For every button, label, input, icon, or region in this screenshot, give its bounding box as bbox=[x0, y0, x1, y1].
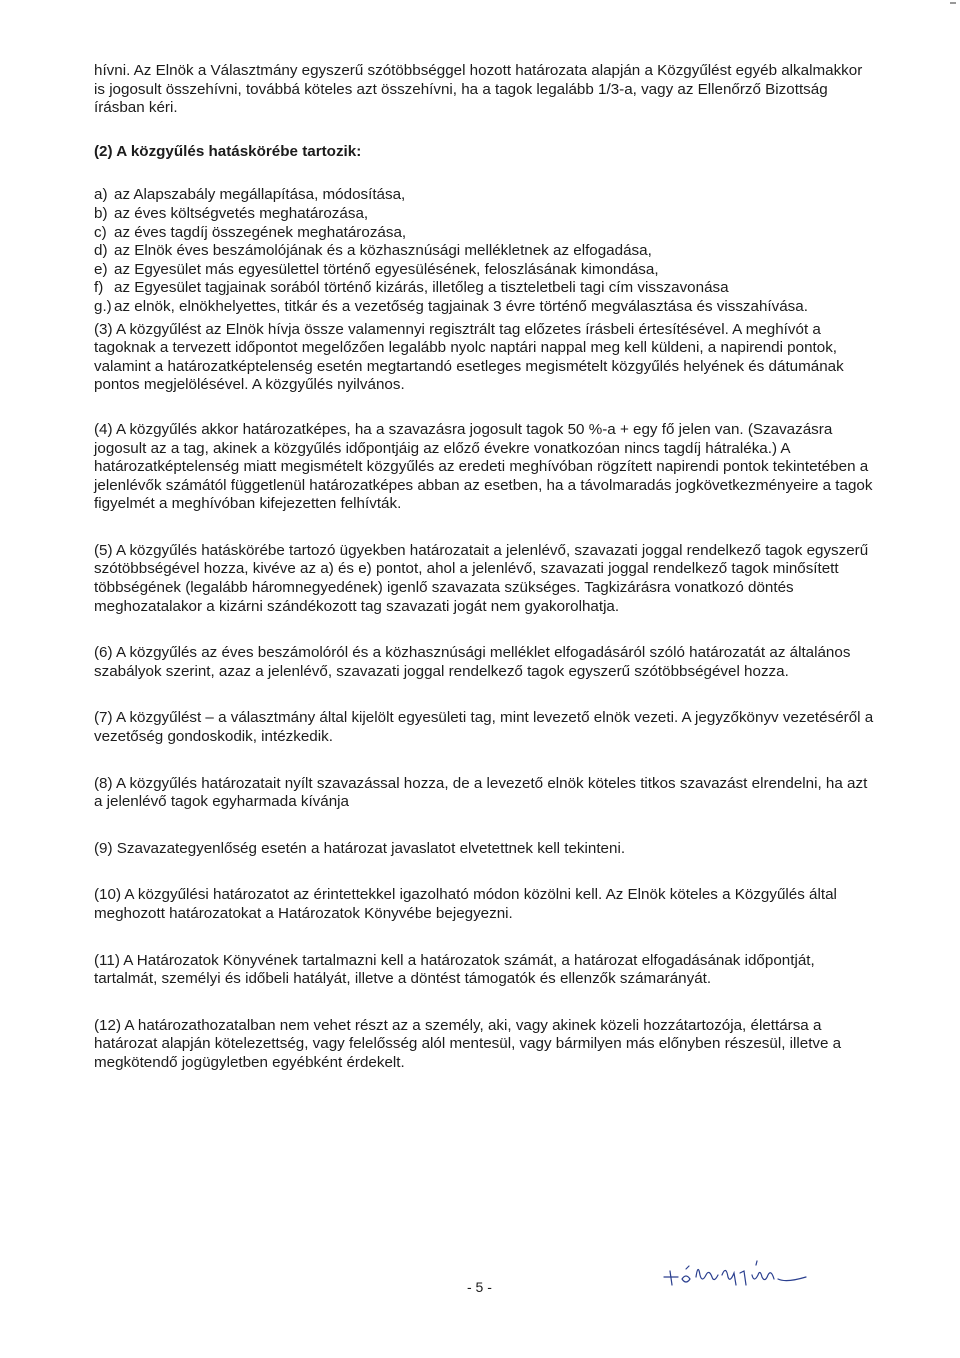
section-2-list bbox=[94, 186, 874, 316]
section-8-paragraph: (8) A közgyűlés határozatait nyílt szavazással hozza, de a levezető elnök köteles titkos szavazást elrendelni, ha azt a jelenlévő tagok egyharmada kívánja bbox=[94, 774, 868, 811]
list-marker: g.) bbox=[94, 297, 112, 315]
list-marker: f) bbox=[94, 279, 104, 297]
section-2-heading: (2) A közgyűlés hatáskörébe tartozik: bbox=[94, 142, 362, 160]
section-7-paragraph: (7) A közgyűlést – a választmány által kijelölt egyesületi tag, mint levezető elnök vezeti. A jegyzőkönyv vezetéséről a vezetőség gondoskodik, intézkedik. bbox=[94, 709, 874, 746]
section-2-item bbox=[94, 279, 874, 298]
list-text: az Elnök éves beszámolójának és a közhasznúsági mellékletnek az elfogadása, bbox=[114, 242, 652, 260]
section-2-item bbox=[94, 205, 874, 224]
list-marker: c) bbox=[94, 223, 107, 241]
list-text: az Egyesület tagjainak sorából történő kizárás, illetőleg a tiszteletbeli tagi cím visszavonása bbox=[114, 279, 729, 297]
section-12-paragraph: (12) A határozathozatalban nem vehet részt az a személy, aki, vagy akinek közeli hozzátartozója, élettársa a határozat alapján kötelezettség, vagy felelősség alól mentesül, vagy bármilyen más előnyben részesül, illetve a megkötendő jogügyletben egyébként érdekelt. bbox=[94, 1016, 842, 1071]
list-marker: d) bbox=[94, 242, 108, 260]
section-6-paragraph: (6) A közgyűlés az éves beszámolóról és a közhasznúsági melléklet elfogadásáról szóló határozatát az általános szabályok szerint, azaz a jelenlévő, szavazati joggal rendelkező tagok egyszerű szótöbbségével hozza. bbox=[94, 644, 851, 680]
section-4-paragraph: (4) A közgyűlés akkor határozatképes, ha a szavazásra jogosult tagok 50 %-a + egy fő jelen van. (Szavazásra jogosult az a tag, akinek a közgyűlés időpontjáig az előző évekre vonatkozóan nincs tagdíj hátraléka.) A határozatképtelenség miatt megismételt közgyűlés az eredeti meghívóban rögzített napirendi pontok tekintetében a jelenlévők számától függetlenül határozatképes abban az esetben, ha a távolmaradás jogkövetkezményeire a tagok figyelmét a meghívóban kifejezetten felhívták. bbox=[94, 420, 873, 513]
list-text: az Egyesület más egyesülettel történő egyesülésének, feloszlásának kimondása, bbox=[114, 260, 659, 278]
document-page bbox=[94, 62, 874, 1073]
list-text: az éves tagdíj összegének meghatározása, bbox=[114, 223, 407, 241]
corner-mark bbox=[950, 2, 956, 4]
section-2-item bbox=[94, 242, 874, 261]
signature-scribble bbox=[660, 1255, 810, 1291]
list-marker: b) bbox=[94, 204, 108, 222]
section-11-paragraph: (11) A Határozatok Könyvének tartalmazni kell a határozatok számát, a határozat elfogadásának időpontját, tartalmát, személyi és időbeli hatályát, illetve a döntést támogatók és ellenzők számarányát. bbox=[94, 951, 815, 988]
list-text: az Alapszabály megállapítása, módosítása, bbox=[114, 186, 406, 204]
section-2-item bbox=[94, 298, 874, 317]
section-9-paragraph: (9) Szavazategyenlőség esetén a határozat javaslatot elvetettnek kell tekinteni. bbox=[94, 839, 626, 857]
list-marker: a) bbox=[94, 186, 108, 204]
section-3-paragraph: (3) A közgyűlést az Elnök hívja össze valamennyi regisztrált tag előzetes írásbeli értesítésével. A meghívót a tagoknak a tervezett időpontot megelőzően legalább nyolc naptári nappal meg kell küldeni, a napirendi pontok, valamint a határozatképtelenség esetén megtartandó esetleges megismételt közgyűlés helyének és dátumának pontos megjelölésével. A közgyűlés nyilvános. bbox=[94, 320, 844, 394]
list-text: az elnök, elnökhelyettes, titkár és a vezetőség tagjainak 3 évre történő megválasztása és visszahívása. bbox=[114, 297, 808, 315]
section-10-paragraph: (10) A közgyűlési határozatot az érintettekkel igazolható módon közölni kell. Az Elnök köteles a Közgyűlés által meghozott határozatokat a Határozatok Könyvébe bejegyezni. bbox=[94, 886, 837, 922]
page-number: - 5 - bbox=[467, 1279, 492, 1295]
section-2-item bbox=[94, 224, 874, 243]
intro-paragraph: hívni. Az Elnök a Választmány egyszerű szótöbbséggel hozott határozata alapján a Közgyűlést egyéb alkalmakkor is jogosult összehívni, továbbá köteles azt összehívni, ha a tagok legalább 1/3-a, vagy az Ellenőrző Bizottság írásban kéri. bbox=[94, 62, 863, 117]
section-2-item bbox=[94, 261, 874, 280]
signature bbox=[660, 1255, 810, 1296]
list-text: az éves költségvetés meghatározása, bbox=[114, 204, 369, 222]
section-5-paragraph: (5) A közgyűlés hatáskörébe tartozó ügyekben határozatait a jelenlévő, szavazati joggal rendelkező tagok egyszerű szótöbbségével hozza, kivéve az a) és e) pontot, ahol a jelenlévő, szavazati joggal rendelkező tagok minősített többségének (legalább háromnegyedének) igenlő szavazata szükséges. Tagkizárásra vonatkozó döntés meghozatalakor a kizárni szándékozott tag szavazati jogát nem gyakorolhatja. bbox=[94, 541, 869, 615]
list-marker: e) bbox=[94, 260, 108, 278]
section-2-item bbox=[94, 186, 874, 205]
